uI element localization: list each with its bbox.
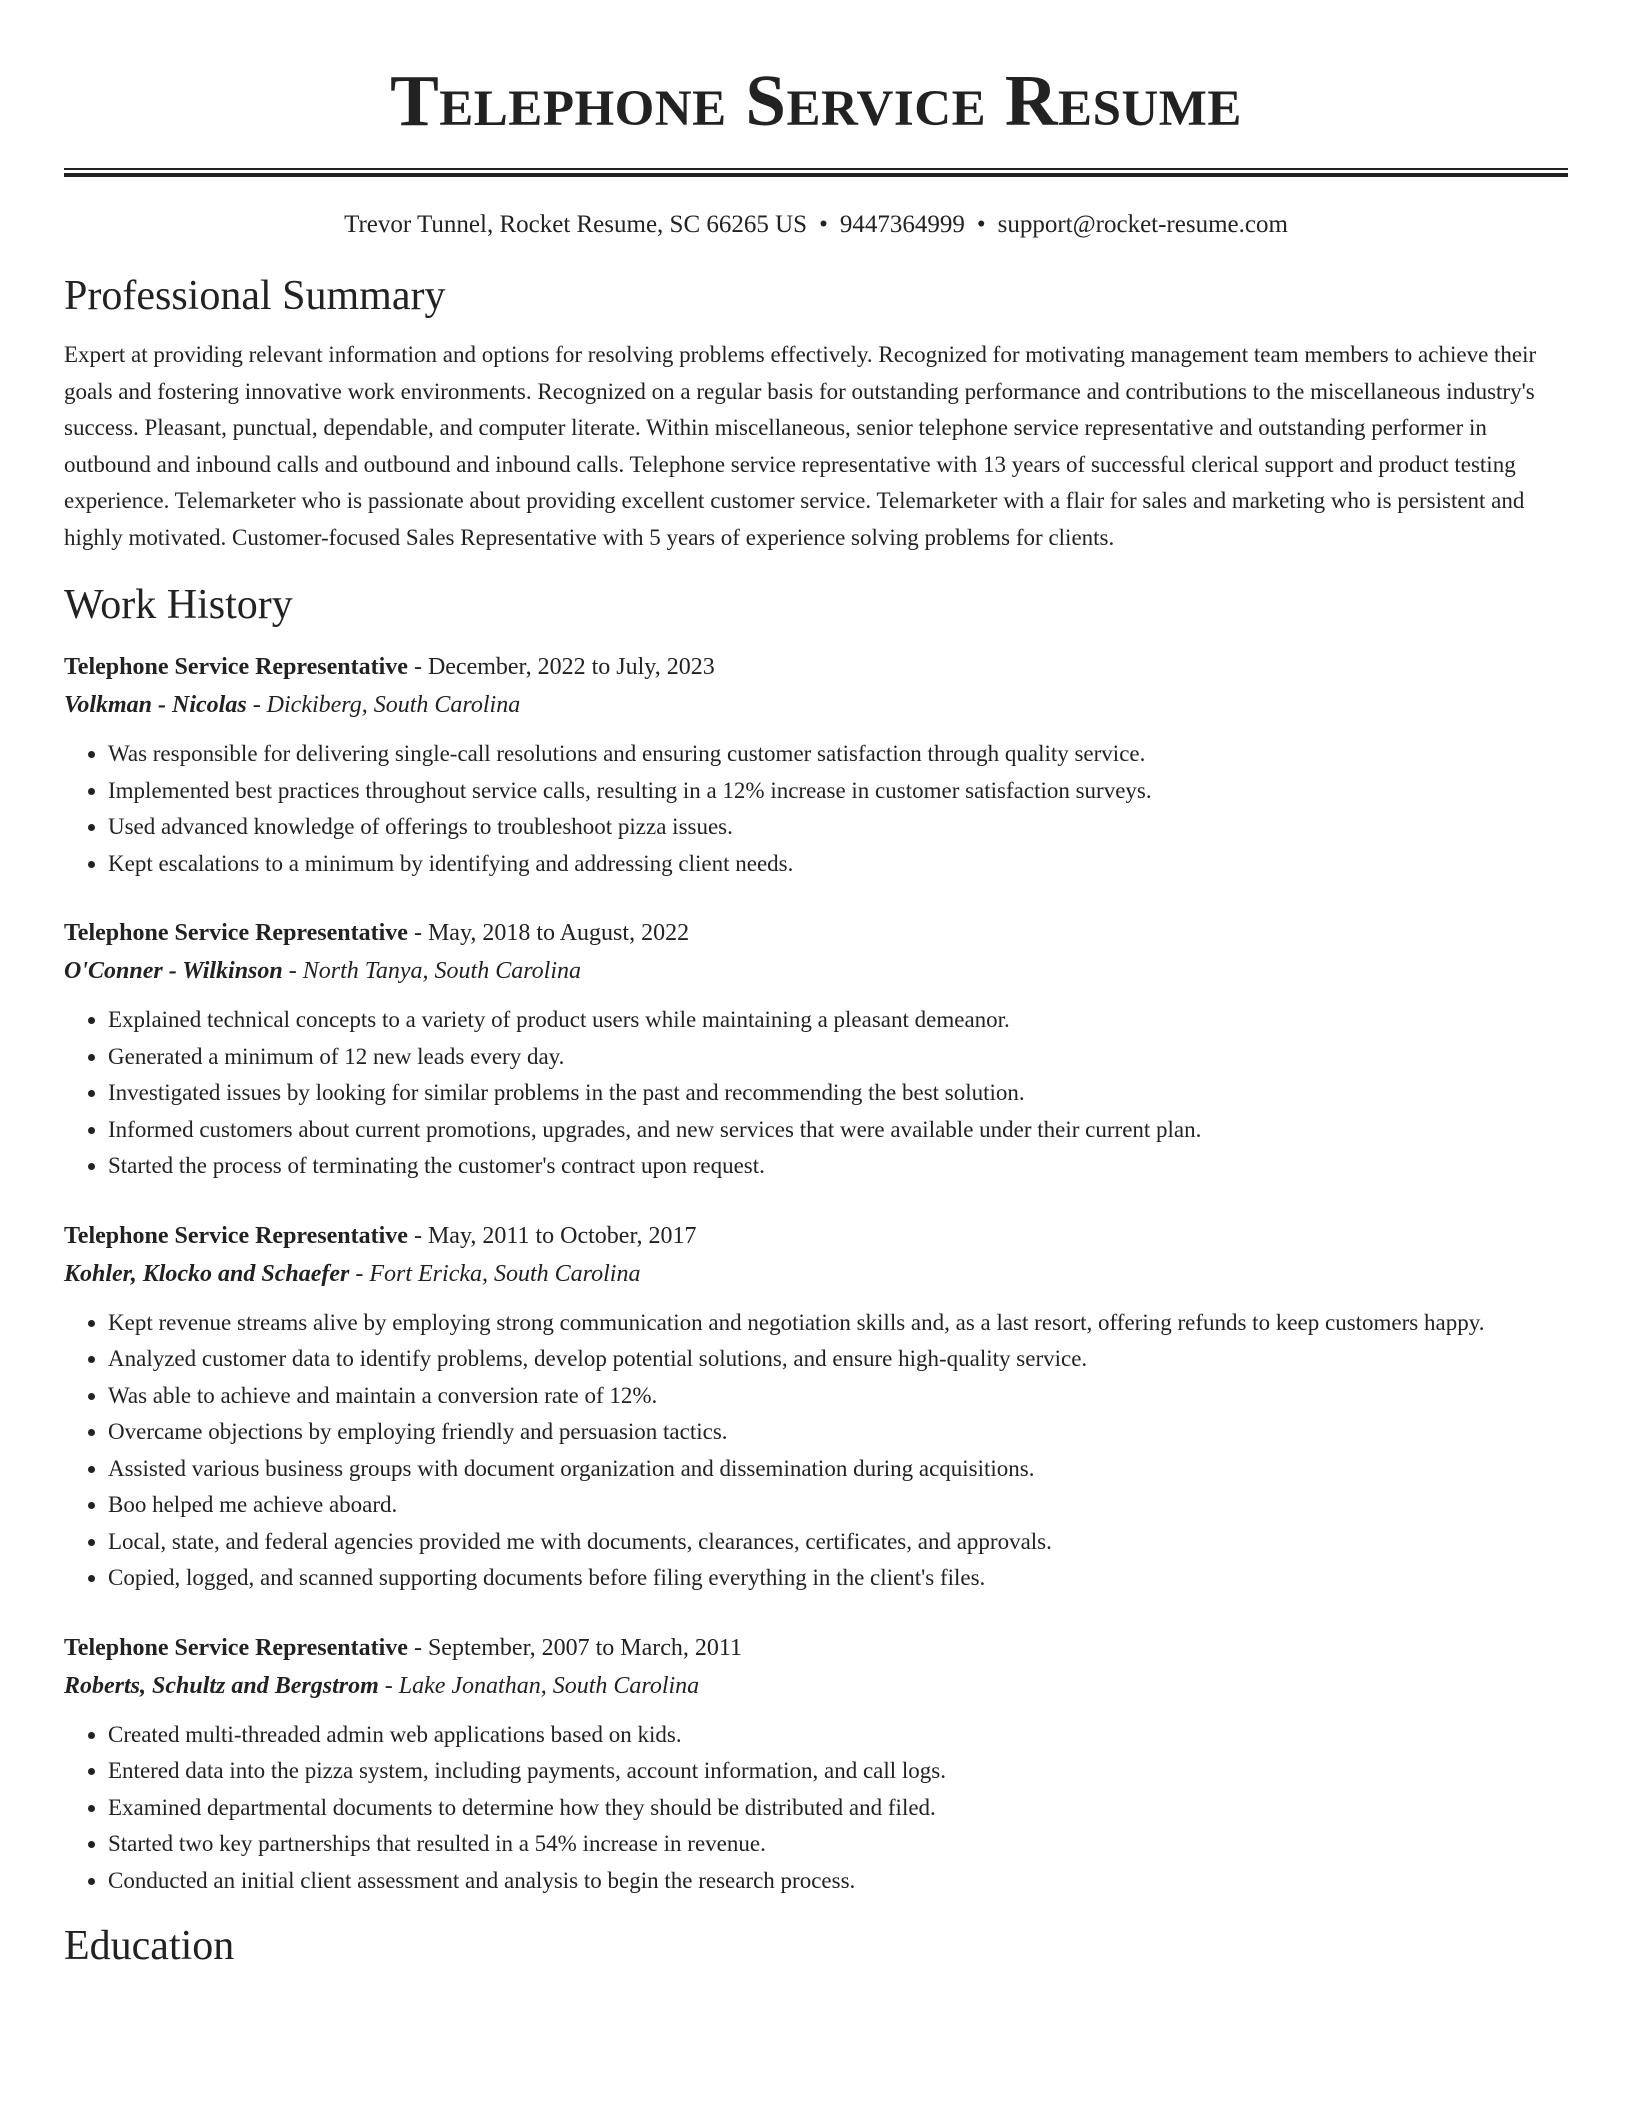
contact-email: support@rocket-resume.com	[997, 211, 1288, 238]
work-history-heading: Work History	[64, 582, 293, 628]
job-company-line	[64, 686, 1568, 724]
job-bullet: • Started two key partnerships that resulted in a 54% increase in revenue.	[108, 1826, 1568, 1863]
job-bullet: • Generated a minimum of 12 new leads every day.	[108, 1039, 1568, 1076]
contact-separator: •	[976, 211, 986, 238]
job-bullets	[64, 1717, 1568, 1900]
job-bullet: • Was responsible for delivering single-call resolutions and ensuring customer satisfaction through quality service.	[108, 736, 1568, 773]
job-bullet: • Informed customers about current promotions, upgrades, and new services that were available under their current plan.	[108, 1112, 1568, 1149]
education-heading: Education	[64, 1923, 235, 1969]
job-location: - Fort Ericka, South Carolina	[349, 1260, 641, 1287]
job-entry	[64, 914, 1568, 1185]
resume-title: Telephone Service Resume	[390, 60, 1242, 141]
job-location: - Dickiberg, South Carolina	[246, 692, 521, 718]
job-title-line	[64, 1217, 1568, 1255]
job-entry	[64, 648, 1568, 882]
job-dates: - May, 2018 to August, 2022	[407, 920, 690, 946]
job-bullet: • Used advanced knowledge of offerings to troubleshoot pizza issues.	[108, 809, 1568, 846]
job-role: Telephone Service Representative	[64, 1634, 408, 1661]
job-bullet: • Started the process of terminating the customer's contract upon request.	[108, 1148, 1568, 1185]
job-bullet: • Implemented best practices throughout service calls, resulting in a 12% increase in customer satisfaction surveys.	[108, 773, 1568, 810]
job-bullet: • Boo helped me achieve aboard.	[108, 1487, 1568, 1524]
contact-separator: •	[819, 211, 828, 238]
job-bullet: • Kept revenue streams alive by employing strong communication and negotiation skills and, as a last resort, offering refunds to keep customers happy.	[108, 1305, 1568, 1342]
job-dates: - May, 2011 to October, 2017	[407, 1222, 697, 1249]
job-bullet: • Explained technical concepts to a variety of product users while maintaining a pleasant demeanor.	[108, 1002, 1568, 1039]
job-bullet: • Overcame objections by employing friendly and persuasion tactics.	[108, 1414, 1568, 1451]
job-company: O'Conner - Wilkinson	[64, 958, 283, 984]
summary-heading: Professional Summary	[64, 273, 446, 319]
job-bullets	[64, 736, 1568, 882]
job-title-line	[64, 648, 1568, 686]
job-company-line	[64, 952, 1568, 990]
job-bullet: • Was able to achieve and maintain a conversion rate of 12%.	[108, 1378, 1568, 1415]
job-bullet: • Local, state, and federal agencies provided me with documents, clearances, certificates, and approvals.	[108, 1524, 1568, 1561]
job-bullet: • Conducted an initial client assessment and analysis to begin the research process.	[108, 1863, 1568, 1900]
job-company-line	[64, 1255, 1568, 1293]
job-bullet: • Analyzed customer data to identify problems, develop potential solutions, and ensure high-quality service.	[108, 1341, 1568, 1378]
job-role: Telephone Service Representative	[64, 920, 408, 946]
job-dates: - December, 2022 to July, 2023	[407, 654, 715, 680]
job-location: - Lake Jonathan, South Carolina	[378, 1672, 700, 1699]
job-bullet: • Examined departmental documents to determine how they should be distributed and filed.	[108, 1790, 1568, 1827]
job-company: Kohler, Klocko and Schaefer	[64, 1260, 350, 1287]
job-location: - North Tanya, South Carolina	[282, 958, 582, 984]
contact-line	[64, 209, 1568, 241]
contact-phone: 9447364999	[839, 211, 965, 238]
contact-name-address: Trevor Tunnel, Rocket Resume, SC 66265 US	[344, 211, 808, 238]
summary-text: Expert at providing relevant information and options for resolving problems effectively. Recognized for motivating management team members to achieve their goals and fostering innovative work environments. Recognized on a regular basis for outstanding performance and contributions to the miscellaneous industry's success. Pleasant, punctual, dependable, and computer literate. Within miscellaneous, senior telephone service representative and outstanding performer in outbound and inbound calls and outbound and inbound calls. Telephone service representative with 13 years of successful clerical support and product testing experience. Telemarketer who is passionate about providing excellent customer service. Telemarketer with a flair for sales and marketing who is persistent and highly motivated. Customer-focused Sales Representative with 5 years of experience solving problems for clients.	[64, 342, 1537, 550]
job-company-line	[64, 1667, 1568, 1705]
job-bullet: • Assisted various business groups with document organization and dissemination during acquisitions.	[108, 1451, 1568, 1488]
job-company: Volkman - Nicolas	[64, 692, 247, 718]
title-divider	[64, 168, 1568, 177]
job-bullet: • Investigated issues by looking for similar problems in the past and recommending the best solution.	[108, 1075, 1568, 1112]
job-bullet: • Kept escalations to a minimum by identifying and addressing client needs.	[108, 846, 1568, 883]
job-company: Roberts, Schultz and Bergstrom	[64, 1672, 379, 1699]
job-bullets	[64, 1002, 1568, 1185]
job-role: Telephone Service Representative	[64, 1222, 408, 1249]
job-entry	[64, 1629, 1568, 1900]
job-bullet: • Entered data into the pizza system, including payments, account information, and call logs.	[108, 1753, 1568, 1790]
job-title-line	[64, 1629, 1568, 1667]
job-bullet: • Created multi-threaded admin web applications based on kids.	[108, 1717, 1568, 1754]
job-entry	[64, 1217, 1568, 1597]
job-bullet: • Copied, logged, and scanned supporting documents before filing everything in the client's files.	[108, 1560, 1568, 1597]
work-history-list	[64, 648, 1568, 1899]
job-title-line	[64, 914, 1568, 952]
job-dates: - September, 2007 to March, 2011	[407, 1634, 743, 1661]
job-role: Telephone Service Representative	[64, 654, 408, 680]
job-bullets	[64, 1305, 1568, 1597]
